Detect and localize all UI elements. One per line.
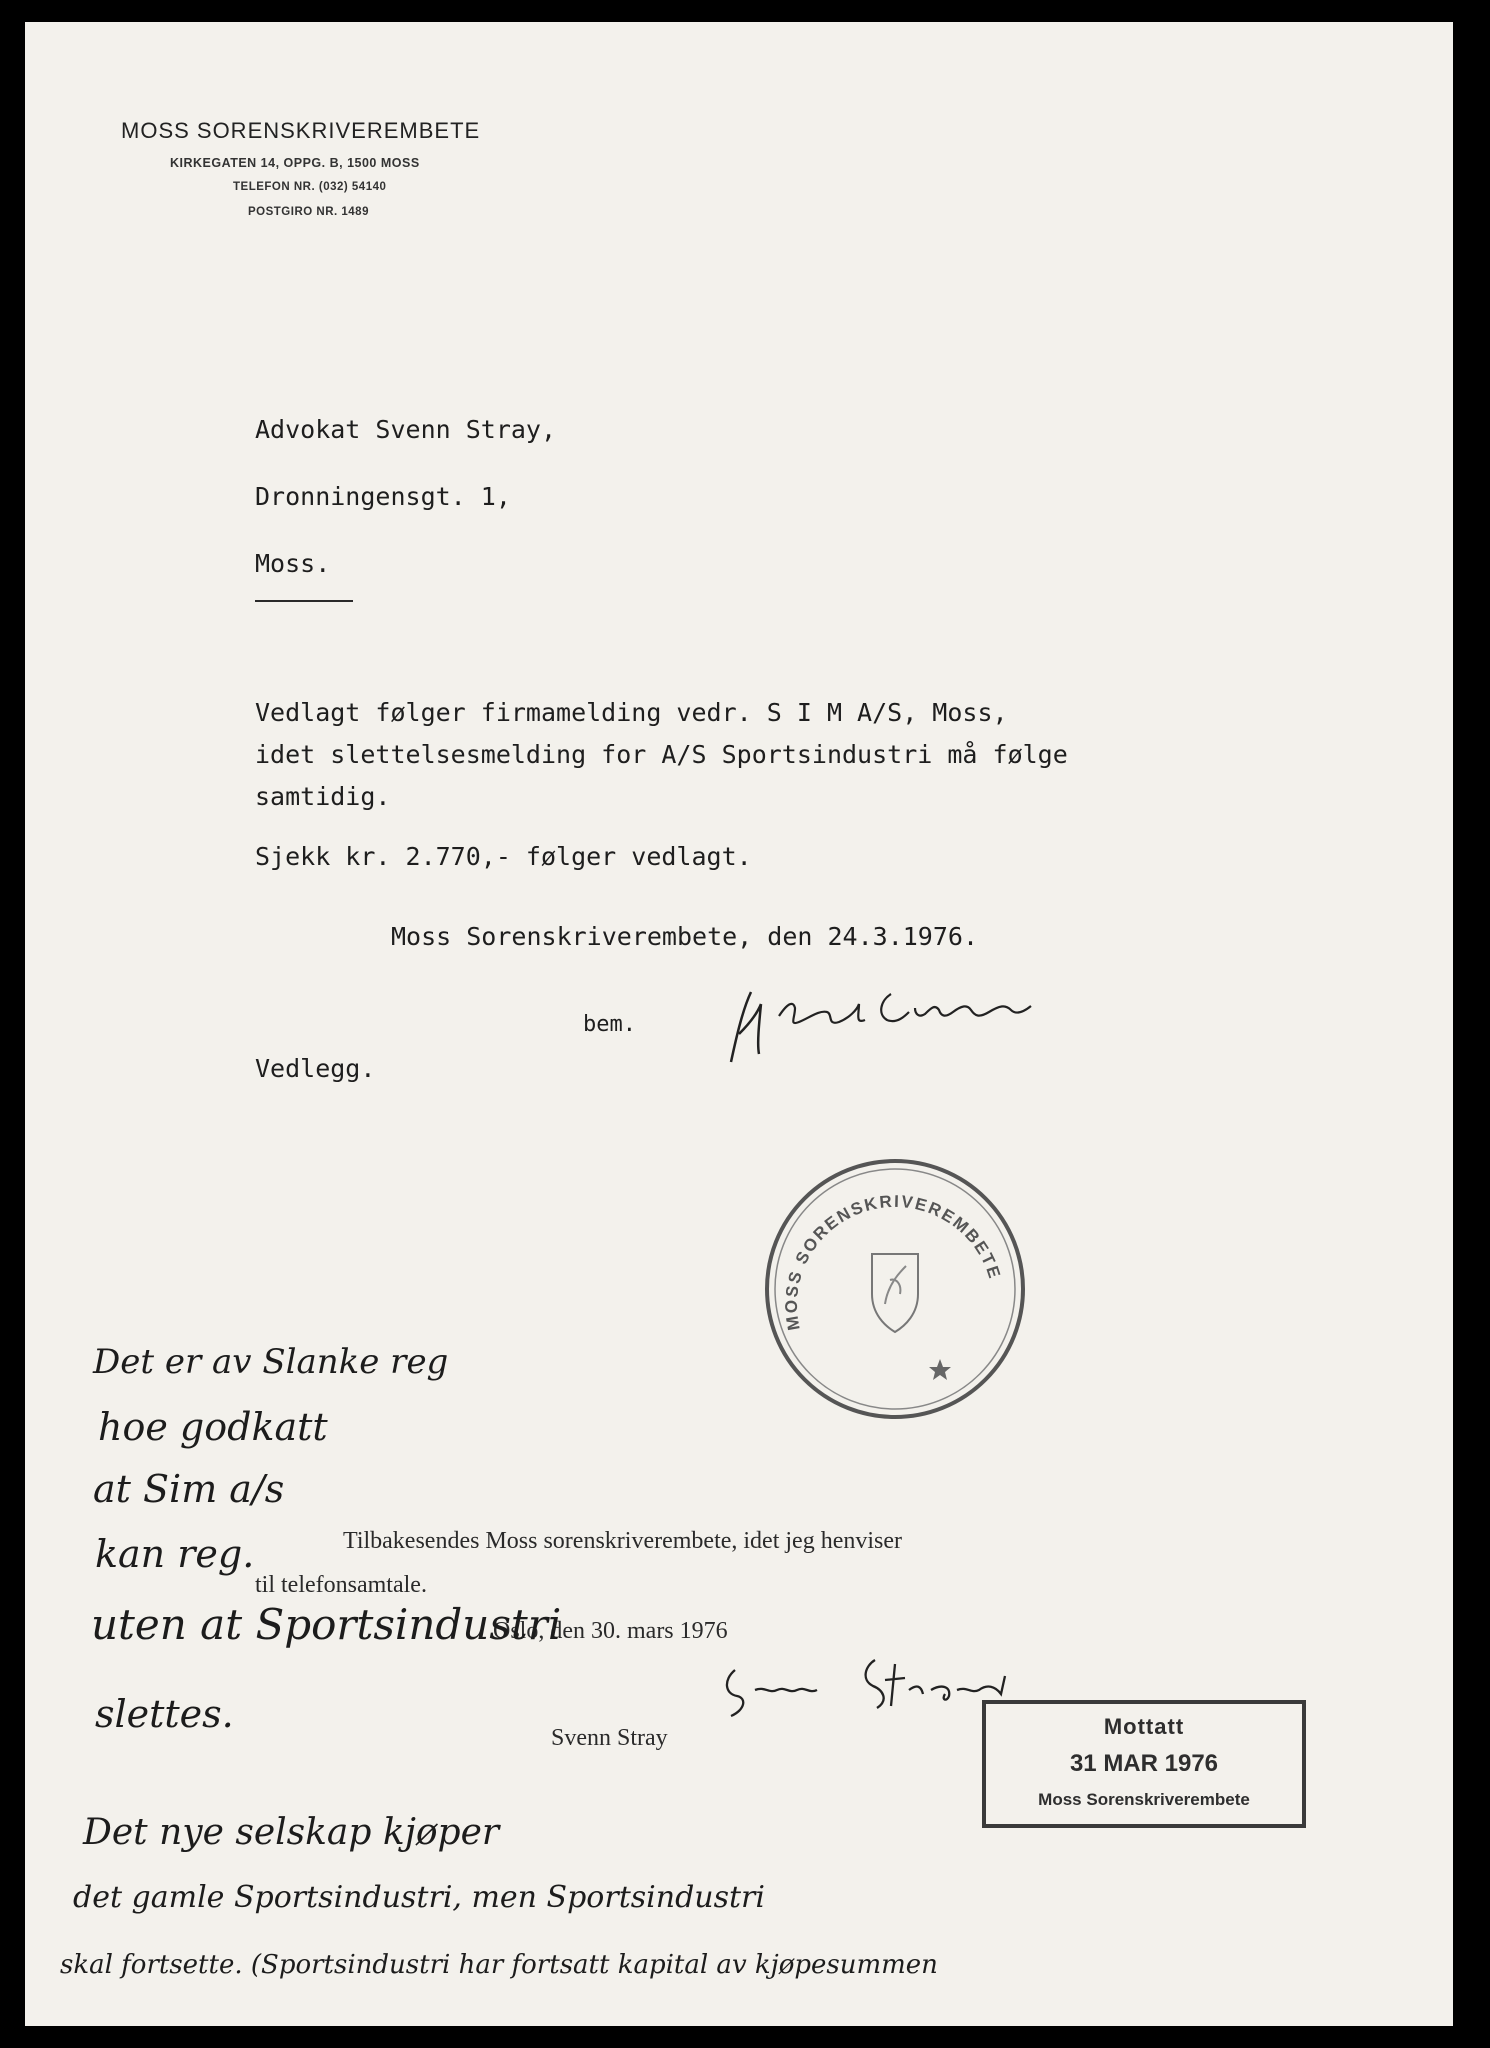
reply-line-2: til telefonsamtale. [255,1572,427,1598]
body-line-4: Sjekk kr. 2.770,- følger vedlagt. [255,842,752,871]
reply-line-1: Tilbakesendes Moss sorenskriverembete, idet jeg henviser [343,1528,902,1554]
handwritten-line-5: uten at Sportsindustri [91,1600,562,1649]
handwritten-line-6: slettes. [95,1692,234,1736]
received-stamp-date: 31 MAR 1976 [1069,1750,1219,1777]
body-line-3: samtidig. [255,782,391,811]
svg-text:MOSS SORENSKRIVEREMBETE [782,1192,1005,1332]
received-stamp [982,1700,1306,1828]
title-abbreviation: bem. [583,1012,636,1037]
handwritten-line-7: Det nye selskap kjøper [83,1812,500,1853]
court-seal [760,1154,1030,1424]
received-stamp-office: Moss Sorenskriverembete [1038,1790,1250,1809]
enclosure-label: Vedlegg. [255,1054,376,1083]
handwritten-line-3: at Sim a/s [93,1467,285,1511]
reply-place-date: Oslo, den 30. mars 1976 [493,1618,728,1644]
recipient-line-1: Advokat Svenn Stray, [255,415,557,444]
official-signature [709,974,1049,1069]
place-date: Moss Sorenskriverembete, den 24.3.1976. [391,922,978,951]
letterhead-name: MOSS SORENSKRIVEREMBETE [121,118,481,143]
reply-signer: Svenn Stray [551,1725,668,1751]
received-stamp-label: Mottatt [1103,1714,1185,1739]
body-line-1: Vedlagt følger firmamelding vedr. S I M A/S, Moss, [255,698,1008,727]
recipient-line-3: Moss. [255,549,331,578]
body-line-2: idet slettelsesmelding for A/S Sportsindustri må følge [255,740,1068,769]
recipient-line-2: Dronningensgt. 1, [255,482,511,511]
letterhead-phone: TELEFON NR. (032) 54140 [233,181,387,193]
letterhead-postgiro: POSTGIRO NR. 1489 [248,206,369,218]
seal-text: MOSS SORENSKRIVEREMBETE [781,1191,1005,1332]
letterhead-address: KIRKEGATEN 14, OPPG. B, 1500 MOSS [170,156,420,170]
letter-page [25,22,1453,2026]
recipient-underline [255,600,353,602]
handwritten-line-2: hoe godkatt [98,1405,328,1449]
handwritten-line-4: kan reg. [95,1532,255,1576]
handwritten-line-8: det gamle Sportsindustri, men Sportsindustri [73,1880,765,1915]
handwritten-line-1: Det er av Slanke reg [93,1342,449,1382]
handwritten-line-9: skal fortsette. (Sportsindustri har fortsatt kapital av kjøpesummen [60,1950,938,1980]
